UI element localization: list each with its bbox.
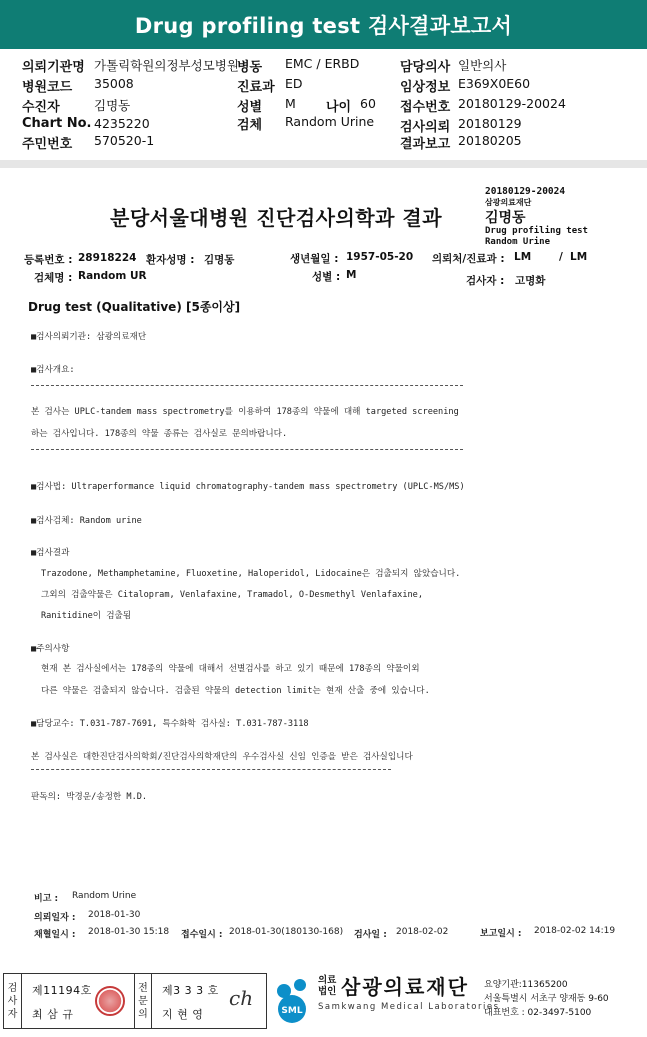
dashed-rule <box>31 385 463 386</box>
examiner-vertical-label: 검 사 자 <box>4 974 22 1028</box>
line-caution-1: 현재 본 검사실에서는 178종의 약물에 대해서 선별검사를 하고 있기 때문에 178종의 약물이외 <box>41 664 420 674</box>
institution-address: 서울특별시 서초구 양재동 9-60 <box>484 994 609 1004</box>
value-report-date: 20180205 <box>458 133 522 148</box>
stamp-accession-id: 20180129-20024 <box>485 186 566 197</box>
label-ward: 병동 <box>237 60 263 75</box>
label-patient: 수진자 <box>22 100 60 115</box>
value-department: ED <box>285 76 303 91</box>
dashed-rule <box>31 769 391 770</box>
label-collection-time: 채혈일시 : <box>34 930 76 940</box>
value-referring-dept: LM <box>514 251 532 263</box>
line-overview-heading: ■검사개요: <box>31 365 75 375</box>
label-test-date: 검사일 : <box>354 930 387 940</box>
stamp-test-name: Drug profiling test <box>485 226 588 236</box>
label-hospital-code: 병원코드 <box>22 80 73 95</box>
line-method: ■검사법: Ultraperformance liquid chromatography-tandem mass spectrometry (UPLC-MS/MS) <box>31 482 465 492</box>
value-patient: 김명동 <box>94 98 131 113</box>
value-hospital-code: 35008 <box>94 76 134 91</box>
label-accession-no: 접수번호 <box>400 100 451 115</box>
value-examiner: 고명화 <box>515 275 546 287</box>
label-requesting-agency: 의뢰기관명 <box>22 60 85 75</box>
org-type: 의료 법인 <box>318 975 337 997</box>
section-divider <box>0 160 647 168</box>
label-specimen-name: 검체명 : <box>34 272 73 284</box>
institution-phone: 대표번호 : 02-3497-5100 <box>484 1008 592 1018</box>
label-request-date: 검사의뢰 <box>400 120 451 135</box>
line-contact: ■담당교수: T.031-787-7691, 특수화학 검사실: T.031-787-3118 <box>31 719 309 729</box>
organization-english-name: Samkwang Medical Laboratories <box>318 1002 500 1012</box>
line-result-heading: ■검사결과 <box>31 548 70 558</box>
label-report-date: 결과보고 <box>400 137 451 152</box>
label-patient-name: 환자성명 : <box>146 254 195 266</box>
label-physician: 담당의사 <box>400 60 451 75</box>
line-specimen: ■검사검체: Random urine <box>31 516 142 526</box>
label-sex: 성별 <box>237 100 263 115</box>
request-info-panel <box>0 49 647 160</box>
value-test-date: 2018-02-02 <box>396 927 449 937</box>
value-request-date: 20180129 <box>458 116 522 131</box>
label-department: 진료과 <box>237 80 275 95</box>
stamp-organization: 삼광의료재단 <box>485 198 532 207</box>
value-collection-time: 2018-01-30 15:18 <box>88 927 170 937</box>
signature-footer <box>0 967 647 1037</box>
label-clinical-info: 임상정보 <box>400 80 451 95</box>
value-registration-no: 28918224 <box>78 252 137 264</box>
lab-result-sheet <box>14 172 642 962</box>
value-clinical-info: E369X0E60 <box>458 76 531 91</box>
result-sheet-title: 분당서울대병원 진단검사의학과 결과 <box>110 206 443 230</box>
official-seal-icon <box>95 986 125 1016</box>
value-specimen: Random Urine <box>285 114 375 129</box>
logo-text: SML <box>281 1006 303 1016</box>
value-report-time: 2018-02-02 14:19 <box>534 926 616 936</box>
specialist-vertical-label: 전 문 의 <box>134 974 152 1028</box>
value-age: 60 <box>360 96 376 111</box>
line-result-1: Trazodone, Methamphetamine, Fluoxetine, Haloperidol, Lidocaine은 검출되지 않았습니다. <box>41 569 461 579</box>
value-requesting-agency: 가톨릭학원의정부성모병원 <box>94 58 239 73</box>
value-ward: EMC / ERBD <box>285 56 360 71</box>
value-patient-sex: M <box>346 269 357 281</box>
value-receipt-time: 2018-01-30(180130-168) <box>229 927 344 937</box>
line-requesting-agency: ■검사의뢰기관: 삼광의료재단 <box>31 332 147 342</box>
stamp-patient-name: 김명동 <box>485 210 526 226</box>
value-clinic-dept: LM <box>570 251 588 263</box>
value-chart-no: 4235220 <box>94 116 150 131</box>
specialist-license-no: 제3 3 3 호 <box>162 984 219 997</box>
value-request-day: 2018-01-30 <box>88 910 141 920</box>
label-examiner: 검사자 : <box>466 275 505 287</box>
value-resident-no: 570520-1 <box>94 133 155 148</box>
handwritten-signature: ch <box>229 986 254 1010</box>
value-specimen-name: Random UR <box>78 270 147 282</box>
institution-code: 요양기관:11365200 <box>484 980 568 990</box>
value-accession-no: 20180129-20024 <box>458 96 566 111</box>
label-age: 나이 <box>326 100 352 115</box>
line-caution-heading: ■주의사항 <box>31 644 70 654</box>
line-result-3: Ranitidine이 검출됨 <box>41 611 132 621</box>
label-date-of-birth: 생년월일 : <box>290 253 339 265</box>
banner-title: Drug profiling test 검사결과보고서 <box>134 13 513 38</box>
examiner-name: 최 삼 규 <box>32 1008 74 1021</box>
dashed-rule <box>31 449 463 450</box>
line-overview-1: 본 검사는 UPLC-tandem mass spectrometry를 이용하여 178종의 약물에 대해 targeted screening <box>31 407 459 417</box>
value-dept-separator: / <box>559 251 563 263</box>
signature-box <box>3 973 267 1029</box>
label-report-time: 보고일시 : <box>480 929 522 939</box>
value-remark: Random Urine <box>72 891 137 901</box>
stamp-specimen: Random Urine <box>485 237 551 247</box>
label-receipt-time: 접수일시 : <box>181 930 223 940</box>
value-patient-name: 김명동 <box>204 254 235 266</box>
label-resident-no: 주민번호 <box>22 137 73 152</box>
examiner-license-no: 제11194호 <box>32 984 92 997</box>
specialist-name: 지 현 영 <box>162 1008 204 1021</box>
test-section-title: Drug test (Qualitative) [5종이상] <box>28 300 241 314</box>
value-date-of-birth: 1957-05-20 <box>346 251 414 263</box>
line-result-2: 그외의 검출약물은 Citalopram, Venlafaxine, Tramadol, O-Desmethyl Venlafaxine, <box>41 590 424 600</box>
label-patient-sex: 성별 : <box>312 271 341 283</box>
line-certification: 본 검사실은 대한진단검사의학회/진단검사의학재단의 우수검사실 신임 인증을 받은 검사실입니다 <box>31 752 413 762</box>
sml-logo-icon <box>272 971 316 1029</box>
line-overview-2: 하는 검사입니다. 178종의 약물 종류는 검사실로 문의바랍니다. <box>31 429 288 439</box>
report-banner <box>0 0 647 49</box>
line-reading-physician: 판독의: 박경운/송정한 M.D. <box>31 792 148 802</box>
label-request-day: 의뢰일자 : <box>34 913 76 923</box>
organization-name: 삼광의료재단 <box>341 975 469 999</box>
label-chart-no: Chart No. <box>22 116 92 131</box>
label-registration-no: 등록번호 : <box>24 254 73 266</box>
label-referring-dept: 의뢰처/진료과 : <box>432 253 505 265</box>
label-remark: 비고 : <box>34 894 59 904</box>
value-sex: M <box>285 96 296 111</box>
line-caution-2: 다른 약물은 검출되지 않습니다. 검출된 약물의 detection limit는 현재 산출 중에 있습니다. <box>41 686 430 696</box>
value-physician: 일반의사 <box>458 58 507 73</box>
label-specimen: 검체 <box>237 118 263 133</box>
